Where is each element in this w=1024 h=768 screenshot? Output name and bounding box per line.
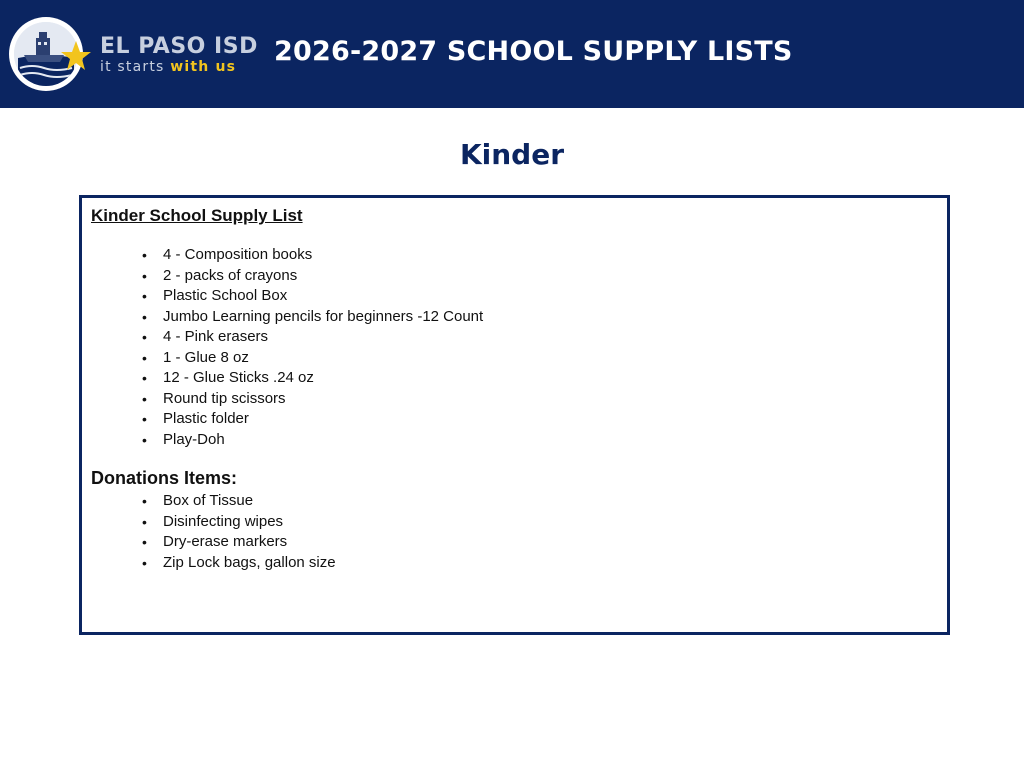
tagline-accent: with us: [170, 59, 237, 75]
list-item: • 1 - Glue 8 oz: [142, 348, 483, 369]
supply-list: [142, 245, 483, 450]
list-item: • Plastic folder: [142, 409, 483, 430]
list-item: • Zip Lock bags, gallon size: [142, 553, 336, 574]
brand-tagline: [100, 59, 236, 75]
list-item: • 2 - packs of crayons: [142, 266, 483, 287]
supply-list-box: [79, 195, 950, 635]
tagline-text: it starts: [100, 59, 171, 75]
donations-list: [142, 491, 336, 573]
list-item: • Disinfecting wipes: [142, 512, 336, 533]
list-item: • Round tip scissors: [142, 389, 483, 410]
list-item: • Play-Doh: [142, 430, 483, 451]
list-item: • 12 - Glue Sticks .24 oz: [142, 368, 483, 389]
page-title: Kinder: [459, 138, 565, 171]
supply-list-heading: Kinder School Supply List: [91, 206, 303, 225]
list-item: • 4 - Composition books: [142, 245, 483, 266]
list-item: • Plastic School Box: [142, 286, 483, 307]
star-icon: [60, 40, 92, 72]
list-item: • 4 - Pink erasers: [142, 327, 483, 348]
brand-name: EL PASO ISD: [100, 34, 258, 59]
donations-heading: Donations Items:: [91, 468, 238, 488]
header-banner: [0, 0, 1024, 108]
list-item: • Jumbo Learning pencils for beginners -12 Count: [142, 307, 483, 328]
header-title: 2026-2027 SCHOOL SUPPLY LISTS: [274, 36, 793, 67]
list-item: • Dry-erase markers: [142, 532, 336, 553]
list-item: • Box of Tissue: [142, 491, 336, 512]
